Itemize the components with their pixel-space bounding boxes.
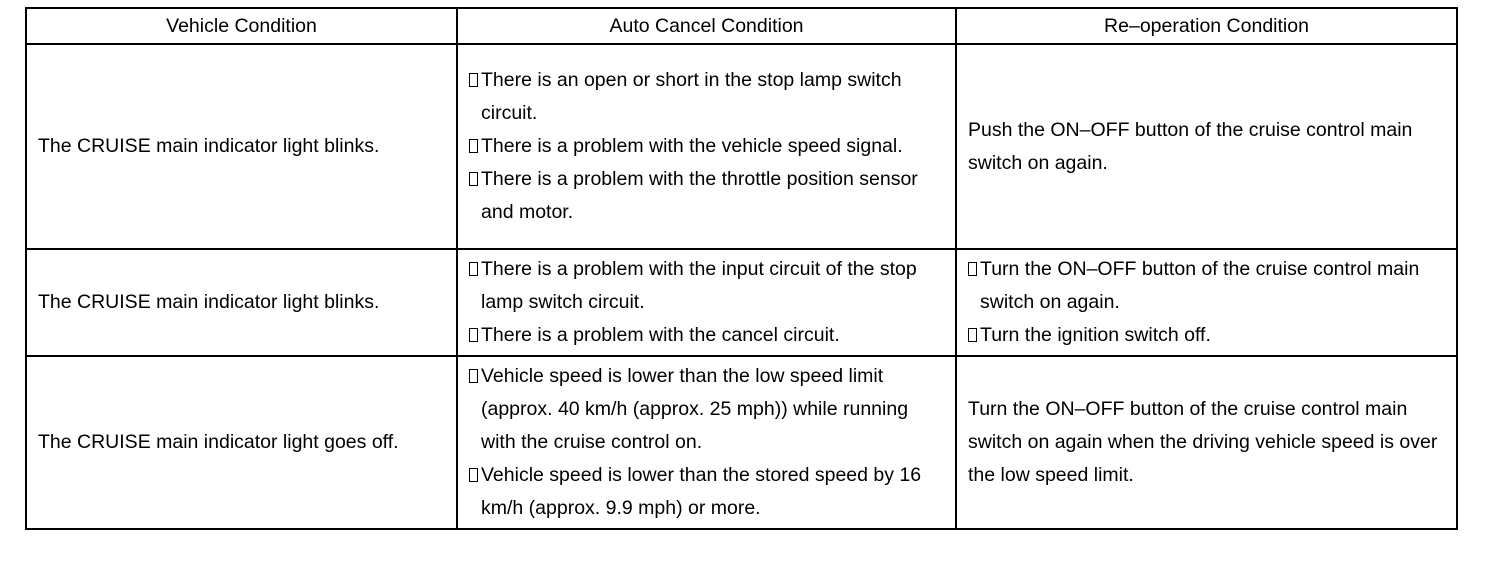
list-item: [968, 253, 1446, 319]
list-item: [469, 253, 945, 319]
list-item: [968, 319, 1446, 352]
list-item: [469, 163, 945, 229]
auto-cancel-text: There is an open or short in the stop lamp switch circuit.: [481, 69, 902, 124]
list-item: [469, 130, 945, 163]
cruise-cancel-conditions-table: [25, 7, 1458, 530]
reoperation-text: Turn the ignition switch off.: [980, 324, 1211, 346]
checkbox-square-icon: [469, 369, 478, 383]
vehicle-condition-text: The CRUISE main indicator light blinks.: [38, 135, 380, 157]
vehicle-condition-cell: [26, 356, 457, 529]
reoperation-text: Turn the ON–OFF button of the cruise control main switch on again when the driving vehicle speed is over the low speed limit.: [968, 398, 1438, 486]
table-row: [26, 249, 1457, 356]
auto-cancel-text: There is a problem with the cancel circuit.: [481, 324, 840, 346]
reoperation-text: Push the ON–OFF button of the cruise control main switch on again.: [968, 118, 1413, 174]
list-item: [469, 64, 945, 130]
list-item: [469, 459, 945, 525]
checkbox-square-icon: [968, 262, 977, 276]
auto-cancel-text: There is a problem with the throttle position sensor and motor.: [481, 168, 918, 223]
checkbox-square-icon: [469, 262, 478, 276]
header-reoperation-condition: Re–operation Condition: [956, 8, 1457, 44]
list-item: [469, 319, 945, 352]
checkbox-square-icon: [469, 172, 478, 186]
auto-cancel-cell: [457, 44, 956, 249]
table-row: [26, 356, 1457, 529]
reoperation-cell: [956, 356, 1457, 529]
header-vehicle-condition: Vehicle Condition: [26, 8, 457, 44]
list-item: [469, 360, 945, 459]
table-row: [26, 44, 1457, 249]
auto-cancel-text: There is a problem with the input circuit of the stop lamp switch circuit.: [481, 258, 917, 313]
checkbox-square-icon: [469, 328, 478, 342]
vehicle-condition-text: The CRUISE main indicator light blinks.: [38, 291, 380, 313]
auto-cancel-text: Vehicle speed is lower than the low speed limit (approx. 40 km/h (approx. 25 mph)) while running with the cruise control on.: [481, 365, 909, 453]
vehicle-condition-text: The CRUISE main indicator light goes off.: [38, 431, 399, 453]
header-row: [26, 8, 1457, 44]
vehicle-condition-cell: [26, 249, 457, 356]
vehicle-condition-cell: [26, 44, 457, 249]
auto-cancel-cell: [457, 356, 956, 529]
header-auto-cancel-condition: Auto Cancel Condition: [457, 8, 956, 44]
checkbox-square-icon: [469, 139, 478, 153]
checkbox-square-icon: [469, 468, 478, 482]
checkbox-square-icon: [469, 73, 478, 87]
auto-cancel-cell: [457, 249, 956, 356]
reoperation-cell: [956, 44, 1457, 249]
reoperation-cell: [956, 249, 1457, 356]
auto-cancel-text: There is a problem with the vehicle speed signal.: [481, 135, 903, 157]
reoperation-text: Turn the ON–OFF button of the cruise control main switch on again.: [980, 258, 1420, 313]
auto-cancel-text: Vehicle speed is lower than the stored speed by 16 km/h (approx. 9.9 mph) or more.: [481, 464, 922, 519]
checkbox-square-icon: [968, 328, 977, 342]
